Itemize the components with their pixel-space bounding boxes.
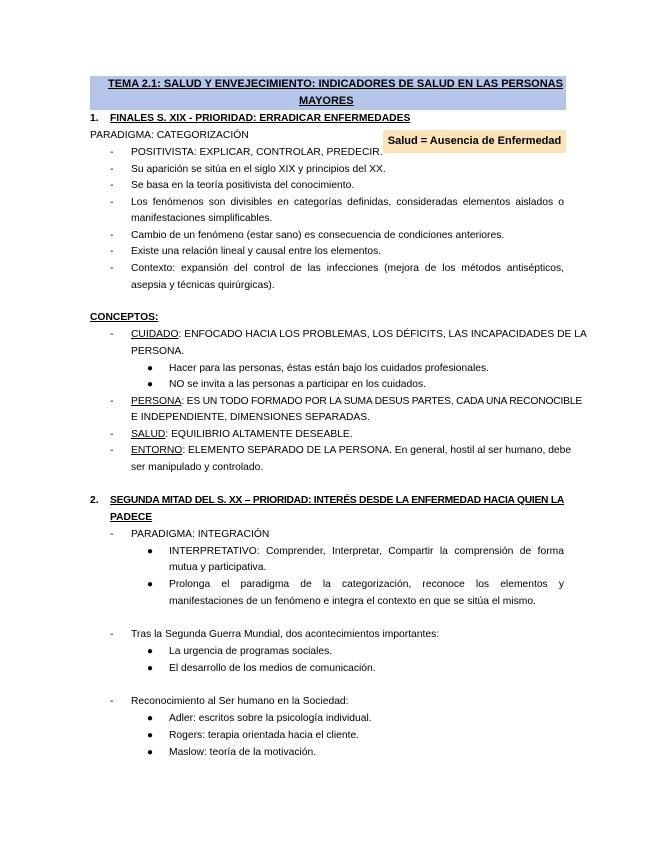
bullet-marker: ● [147, 747, 154, 758]
list-item: Contexto: expansión del control de las infecciones (mejora de los métodos antisépticos, [131, 263, 564, 274]
document-title-line1: TEMA 2.1: SALUD Y ENVEJECIMIENTO: INDICADORES DE SALUD EN LAS PERSONAS [108, 78, 563, 90]
bullet-marker: ● [147, 713, 154, 724]
section2-number: 2. [90, 495, 99, 506]
list-item-continued: manifestaciones simplificables. [131, 213, 273, 224]
war-item: Tras la Segunda Guerra Mundial, dos acontecimientos importantes: [131, 629, 440, 640]
section1-paradigm: PARADIGMA: CATEGORIZACIÓN [90, 130, 249, 141]
dash-marker: - [110, 263, 114, 274]
list-item: POSITIVISTA: EXPLICAR, CONTROLAR, PREDECIR. [131, 147, 383, 158]
entorno-line [131, 444, 572, 458]
dash-marker: - [110, 180, 114, 191]
list-item: Su aparición se sitúa en el siglo XIX y principios del XX. [131, 164, 386, 175]
list-item-continued: asepsia y técnicas quirúrgicas). [131, 280, 275, 291]
dash-marker: - [110, 696, 114, 707]
dash-marker: - [110, 445, 114, 456]
persona-line [131, 395, 583, 409]
recognition-bullet: Maslow: teoría de la motivación. [169, 747, 317, 758]
section2-heading-continued: PADECE [110, 512, 153, 523]
salud-line [131, 428, 353, 442]
bullet-marker: ● [147, 363, 154, 374]
entorno-text: : ELEMENTO SEPARADO DE LA PERSONA. En general, hostil al ser humano, debe [182, 445, 572, 456]
persona-label: PERSONA [131, 396, 182, 407]
paradigm-bullet: INTERPRETATIVO: Comprender, Interpretar, Compartir la comprensión de forma [169, 546, 564, 557]
recognition-item: Reconocimiento al Ser humano en la Sociedad: [131, 696, 349, 707]
bullet-marker: ● [147, 379, 154, 390]
list-item: Se basa en la teoría positivista del conocimiento. [131, 180, 355, 191]
cuidado-label: CUIDADO [131, 329, 179, 340]
persona-text: : ES UN TODO FORMADO POR LA SUMA DESUS PARTES, CADA UNA RECONOCIBLE [181, 396, 583, 407]
paradigm-bullet-continued: mutua y participativa. [169, 562, 267, 573]
persona-text-continued: E INDEPENDIENTE, DIMENSIONES SEPARADAS. [131, 412, 370, 423]
cuidado-bullet: Hacer para las personas, éstas están bajo los cuidados profesionales. [169, 363, 489, 374]
list-item: Cambio de un fenómeno (estar sano) es consecuencia de condiciones anteriores. [131, 230, 505, 241]
health-definition-callout: Salud = Ausencia de Enfermedad [383, 130, 566, 153]
list-item: Los fenómenos son divisibles en categorías definidas, consideradas elementos aislados o [131, 197, 564, 208]
salud-label: SALUD [131, 429, 166, 440]
cuidado-line [131, 328, 587, 342]
paradigm-bullet-continued: manifestaciones de un fenómeno e integra el contexto en que se sitúa el mismo. [169, 596, 536, 607]
dash-marker: - [110, 147, 114, 158]
dash-marker: - [110, 246, 114, 257]
dash-marker: - [110, 529, 114, 540]
entorno-label: ENTORNO [131, 445, 183, 456]
section1-heading: FINALES S. XIX - PRIORIDAD: ERRADICAR ENFERMEDADES [110, 113, 411, 124]
bullet-marker: ● [147, 546, 154, 557]
dash-marker: - [110, 230, 114, 241]
dash-marker: - [110, 329, 114, 340]
recognition-bullet: Rogers: terapia orientada hacia el cliente. [169, 730, 360, 741]
war-bullet: La urgencia de programas sociales. [169, 646, 333, 657]
document-title-line2: MAYORES [299, 95, 354, 107]
section2-paradigm: PARADIGMA: INTEGRACIÓN [131, 529, 270, 540]
section2-heading: SEGUNDA MITAD DEL S. XX – PRIORIDAD: INTERÉS DESDE LA ENFERMEDAD HACIA QUIEN LA [110, 495, 564, 506]
cuidado-text-continued: PERSONA. [131, 346, 185, 357]
bullet-marker: ● [147, 663, 154, 674]
dash-marker: - [110, 164, 114, 175]
list-item: Existe una relación lineal y causal entre los elementos. [131, 246, 382, 257]
dash-marker: - [110, 429, 114, 440]
paradigm-bullet: Prolonga el paradigma de la categorización, reconoce los elementos y [169, 579, 564, 590]
section1-number: 1. [90, 113, 99, 124]
bullet-marker: ● [147, 579, 154, 590]
entorno-text-continued: ser manipulado y controlado. [131, 462, 264, 473]
concepts-heading: CONCEPTOS: [90, 312, 159, 323]
cuidado-text: : ENFOCADO HACIA LOS PROBLEMAS, LOS DÉFICITS, LAS INCAPACIDADES DE LA [178, 329, 587, 340]
dash-marker: - [110, 396, 114, 407]
recognition-bullet: Adler: escritos sobre la psicología individual. [169, 713, 372, 724]
bullet-marker: ● [147, 730, 154, 741]
dash-marker: - [110, 197, 114, 208]
bullet-marker: ● [147, 646, 154, 657]
war-bullet: El desarrollo de los medios de comunicación. [169, 663, 376, 674]
salud-text: : EQUILIBRIO ALTAMENTE DESEABLE. [165, 429, 353, 440]
dash-marker: - [110, 629, 114, 640]
cuidado-bullet: NO se invita a las personas a participar en los cuidados. [169, 379, 426, 390]
